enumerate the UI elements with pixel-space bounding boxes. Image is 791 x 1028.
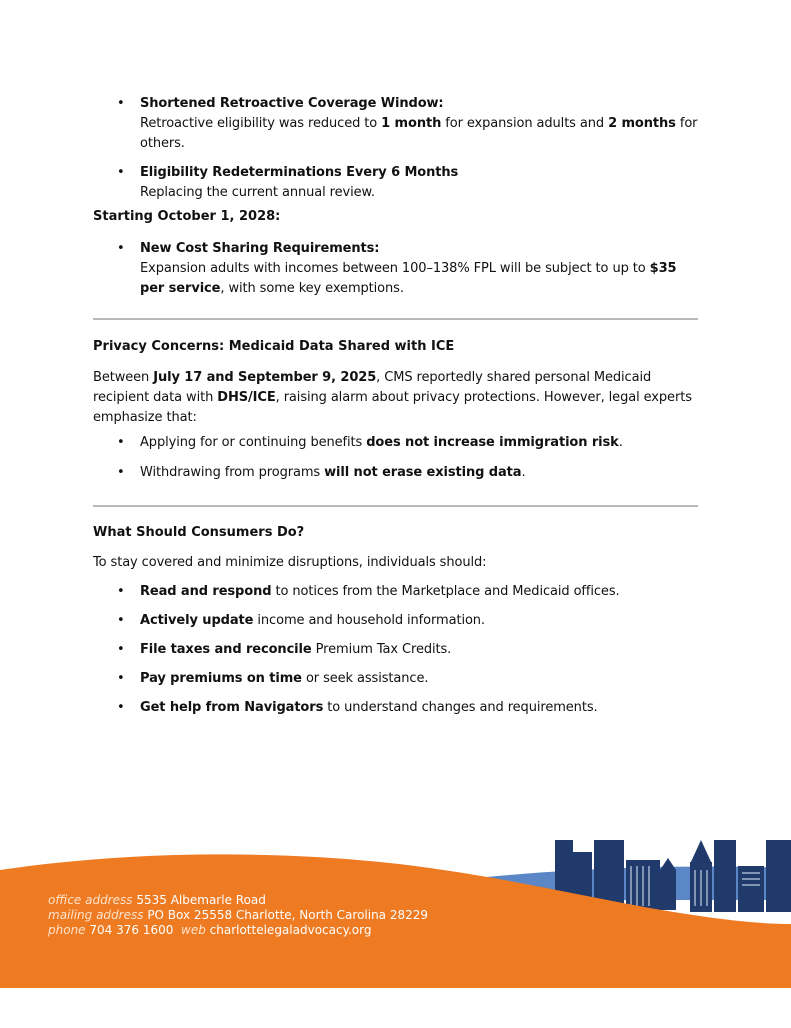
contact-line <box>48 923 371 938</box>
item-bold: Get help from Navigators <box>140 700 324 715</box>
item-text: Replacing the current annual review. <box>140 185 375 200</box>
privacy-list <box>114 433 704 492</box>
item-text: Retroactive eligibility was reduced to <box>140 116 382 131</box>
privacy-paragraph <box>93 368 693 428</box>
web-label: web <box>181 923 206 937</box>
bullet-icon: • <box>117 435 125 450</box>
cost-sharing-list <box>114 239 704 308</box>
list-item <box>114 433 704 453</box>
list-item <box>114 239 704 299</box>
list-item <box>114 463 704 483</box>
phone-label: phone <box>48 923 86 937</box>
item-text: Applying for or continuing benefits <box>140 435 367 450</box>
bullet-icon: • <box>117 613 125 628</box>
para-text: , raising alarm about privacy protections. However, legal experts emphasize that: <box>93 390 692 425</box>
divider <box>93 505 698 507</box>
item-text: or seek assistance. <box>301 671 429 686</box>
item-bold: Read and respond <box>140 584 272 599</box>
para-bold: July 17 and September 9, 2025 <box>153 370 377 385</box>
mailing-value: PO Box 25558 Charlotte, North Carolina 28229 <box>143 908 429 922</box>
mailing-address <box>48 908 428 923</box>
list-item <box>114 698 704 718</box>
para-text: Between <box>93 370 154 385</box>
list-item <box>114 94 704 154</box>
item-text: income and household information. <box>253 613 485 628</box>
retroactive-list <box>114 94 704 212</box>
list-item <box>114 582 704 602</box>
item-text: Premium Tax Credits. <box>311 642 452 657</box>
item-text: for others. <box>140 116 698 151</box>
item-text: for expansion adults and <box>441 116 609 131</box>
bullet-icon: • <box>117 465 125 480</box>
item-text: Withdrawing from programs <box>140 465 325 480</box>
list-item <box>114 669 704 689</box>
section-heading: What Should Consumers Do? <box>93 525 305 540</box>
section-heading: Privacy Concerns: Medicaid Data Shared with ICE <box>93 339 455 354</box>
section-heading: Starting October 1, 2028: <box>93 209 281 224</box>
item-text: . <box>618 435 623 450</box>
bullet-icon: • <box>117 700 125 715</box>
mailing-label: mailing address <box>48 908 144 922</box>
item-bold: Actively update <box>140 613 254 628</box>
web-link[interactable]: charlottelegaladvocacy.org <box>205 923 372 937</box>
item-text: , with some key exemptions. <box>220 281 404 296</box>
item-bold: 1 month <box>381 116 442 131</box>
list-item <box>114 611 704 631</box>
consumers-intro: To stay covered and minimize disruptions, individuals should: <box>93 555 487 570</box>
item-bold: Pay premiums on time <box>140 671 302 686</box>
bullet-icon: • <box>117 96 125 111</box>
item-bold: 2 months <box>608 116 676 131</box>
office-address <box>48 893 266 908</box>
bullet-icon: • <box>117 165 125 180</box>
item-text: . <box>521 465 526 480</box>
bullet-icon: • <box>117 241 125 256</box>
office-value: 5535 Albemarle Road <box>132 893 266 907</box>
bullet-icon: • <box>117 642 125 657</box>
bullet-icon: • <box>117 671 125 686</box>
item-bold: will not erase existing data <box>324 465 522 480</box>
bullet-icon: • <box>117 584 125 599</box>
item-bold: does not increase immigration risk <box>366 435 619 450</box>
item-heading: Shortened Retroactive Coverage Window: <box>140 96 444 111</box>
item-bold: File taxes and reconcile <box>140 642 312 657</box>
item-bold: $35 per service <box>140 261 677 296</box>
office-label: office address <box>48 893 133 907</box>
para-bold: DHS/ICE <box>217 390 276 405</box>
para-text: , CMS reportedly shared personal Medicaid recipient data with <box>93 370 652 405</box>
item-heading: New Cost Sharing Requirements: <box>140 241 380 256</box>
item-text: to understand changes and requirements. <box>323 700 598 715</box>
phone-value: 704 376 1600 <box>85 923 174 937</box>
item-text: to notices from the Marketplace and Medicaid offices. <box>271 584 620 599</box>
consumers-list <box>114 582 704 727</box>
item-heading: Eligibility Redeterminations Every 6 Months <box>140 165 459 180</box>
divider <box>93 318 698 320</box>
item-text: Expansion adults with incomes between 100–138% FPL will be subject to up to <box>140 261 650 276</box>
list-item <box>114 163 704 203</box>
footer <box>0 840 791 1024</box>
list-item <box>114 640 704 660</box>
